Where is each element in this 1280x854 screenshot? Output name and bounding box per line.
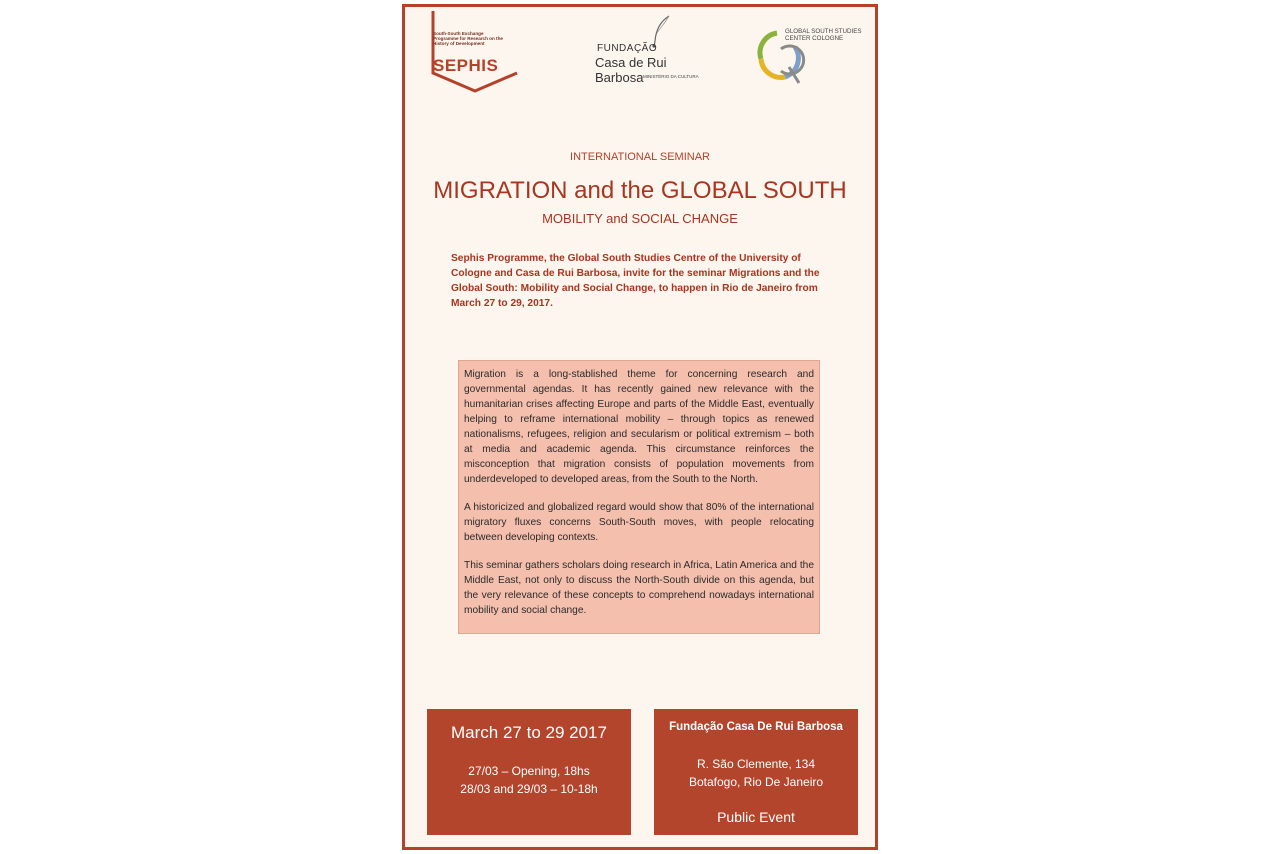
venue-address-line: Botafogo, Rio De Janeiro [688, 775, 824, 789]
schedule-item: 27/03 – Opening, 18hs [468, 764, 590, 778]
fcrb-logo [587, 15, 707, 85]
sephis-tagline: South-South Exchange Programme for Research on the History of Development [433, 31, 503, 46]
fcrb-ministry: MINISTÉRIO DA CULTURA [643, 74, 699, 79]
venue-name: Fundação Casa De Rui Barbosa [669, 721, 843, 733]
description-paragraph: A historicized and globalized regard would show that 80% of the international migratory fluxes concerns South-South moves, with people relocating between developing contexts. [464, 502, 814, 543]
gssc-logo [755, 27, 865, 87]
fcrb-fundacao: FUNDAÇÃO [597, 43, 658, 54]
seminar-subtitle: MOBILITY and SOCIAL CHANGE [542, 211, 738, 226]
description-box [458, 360, 820, 634]
seminar-title: MIGRATION and the GLOBAL SOUTH [433, 177, 847, 204]
sephis-wordmark: SEPHIS [433, 56, 499, 75]
intro-paragraph: Sephis Programme, the Global South Studies Centre of the University of Cologne and Casa de Rui Barbosa, invite for the seminar Migrations and the Global South: Mobility and Social Change, to happen in Rio de Janeiro from March 27 to 29, 2017. [451, 253, 820, 309]
fcrb-name: Casa de Rui Barbosa [595, 55, 667, 85]
seminar-poster [402, 4, 878, 850]
description-paragraph: This seminar gathers scholars doing research in Africa, Latin America and the Middle East, not only to discuss the North-South divide on this agenda, but the very relevance of these concepts to comprehend nowadays international mobility and social change. [464, 560, 814, 616]
gssc-name: GLOBAL SOUTH STUDIES CENTER COLOGNE [785, 28, 862, 42]
venue-card [654, 709, 858, 835]
venue-address-line: R. São Clemente, 134 [696, 757, 816, 771]
public-event-note: Public Event [717, 809, 795, 825]
sephis-emblem-icon [429, 11, 519, 93]
date-card [427, 709, 631, 835]
event-dates: March 27 to 29 2017 [451, 723, 607, 742]
sephis-logo [429, 11, 519, 93]
seminar-type: INTERNATIONAL SEMINAR [570, 151, 710, 163]
schedule-item: 28/03 and 29/03 – 10-18h [460, 782, 598, 796]
description-paragraph: Migration is a long-stablished theme for concerning research and governmental agendas. It has recently gained new relevance with the humanitarian crises affecting Europe and parts of the Middle East, eventually helping to reframe international mobility – through topics as renewed nationalisms, refugees, religion and secularism or political extremism – both at media and academic agenda. This circumstance reinforces the misconception that migration consists of population movements from underdeveloped to developed areas, from the South to the North. [464, 369, 814, 485]
